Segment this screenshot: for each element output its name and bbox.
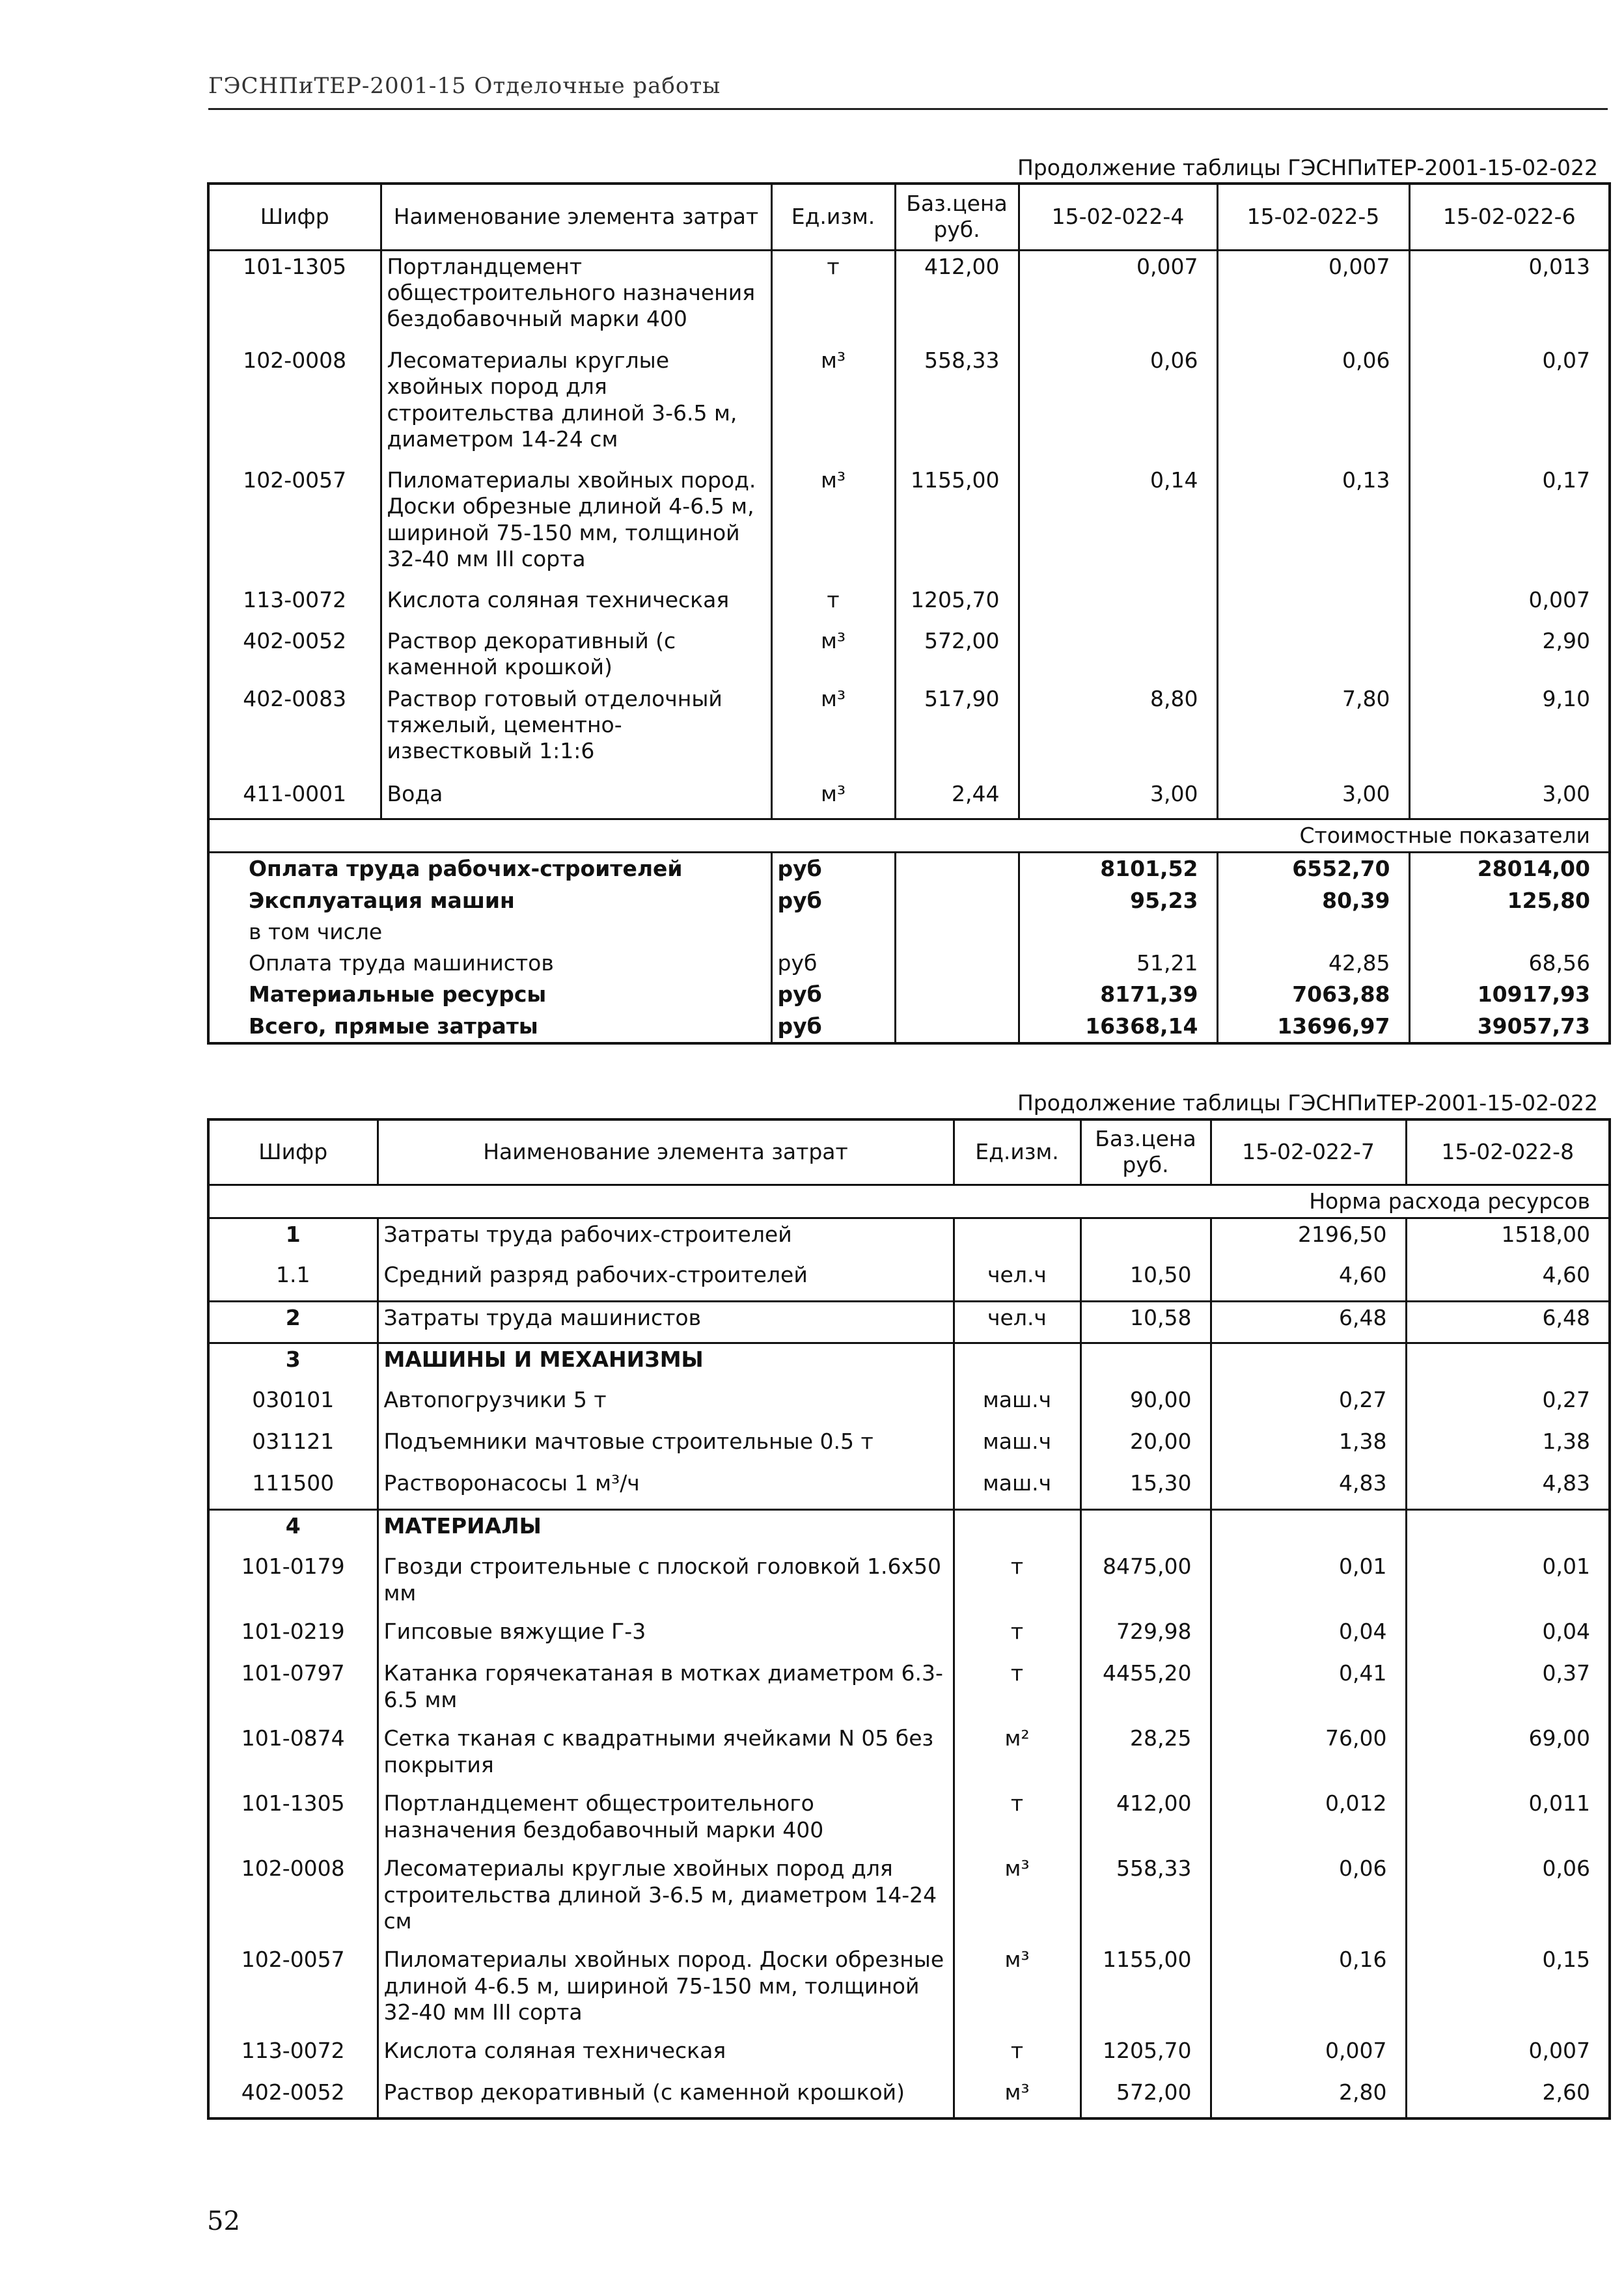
row-price: 1155,00 (1080, 1944, 1211, 2035)
row-unit (954, 1218, 1080, 1259)
table1-section-row (208, 819, 1610, 853)
empty-cell (895, 948, 1019, 979)
row-value: 0,04 (1211, 1616, 1406, 1658)
row-value: 0,37 (1406, 1658, 1610, 1723)
total-value: 10917,93 (1409, 979, 1610, 1010)
table-row (208, 465, 1610, 584)
table-row (208, 1658, 1610, 1723)
row-value: 0,16 (1211, 1944, 1406, 2035)
row-name: Автопогрузчики 5 т (378, 1384, 954, 1426)
total-value: 125,80 (1409, 885, 1610, 916)
row-code: 101-0219 (208, 1616, 378, 1658)
row-value: 0,17 (1409, 465, 1610, 584)
row-value: 1518,00 (1406, 1218, 1610, 1259)
row-price: 20,00 (1080, 1426, 1211, 1468)
row-value: 0,06 (1217, 345, 1409, 465)
table2-header-row (208, 1119, 1610, 1185)
table-row (208, 683, 1610, 778)
row-value: 0,15 (1406, 1944, 1610, 2035)
row-value: 0,01 (1211, 1551, 1406, 1616)
table1 (207, 182, 1611, 1045)
row-name: Лесоматериалы круглые хвойных пород для строительства длиной 3-6.5 м, диаметром 14-24 см (381, 345, 771, 465)
row-value: 0,007 (1406, 2035, 1610, 2077)
total-value (1409, 916, 1610, 948)
row-name: Пиломатериалы хвойных пород. Доски обрезные длиной 4-6.5 м, шириной 75-150 мм, толщиной 32-40 мм III сорта (381, 465, 771, 584)
total-value: 51,21 (1019, 948, 1217, 979)
row-price: 10,50 (1080, 1259, 1211, 1301)
total-value: 39057,73 (1409, 1011, 1610, 1043)
row-value (1019, 584, 1217, 625)
row-price (1080, 1218, 1211, 1259)
row-value: 0,007 (1211, 2035, 1406, 2077)
row-code: 102-0008 (208, 345, 381, 465)
row-unit: маш.ч (954, 1384, 1080, 1426)
row-value: 0,27 (1406, 1384, 1610, 1426)
total-value: 68,56 (1409, 948, 1610, 979)
total-value (1217, 916, 1409, 948)
table-row (208, 1301, 1610, 1343)
total-unit: руб (771, 1011, 895, 1043)
row-name: Средний разряд рабочих-строителей (378, 1259, 954, 1301)
total-name: Оплата труда машинистов (208, 948, 771, 979)
total-name: Оплата труда рабочих-строителей (208, 853, 771, 885)
row-name: МАТЕРИАЛЫ (378, 1509, 954, 1551)
table-row (208, 1853, 1610, 1944)
table-row (208, 1788, 1610, 1853)
page-number: 52 (207, 2206, 240, 2236)
row-code: 101-0797 (208, 1658, 378, 1723)
row-code: 101-0874 (208, 1723, 378, 1788)
total-name: Эксплуатация машин (208, 885, 771, 916)
table-row (208, 1343, 1610, 1384)
row-name: МАШИНЫ И МЕХАНИЗМЫ (378, 1343, 954, 1384)
row-value: 2,90 (1409, 625, 1610, 683)
row-code: 402-0052 (208, 2077, 378, 2118)
total-unit (771, 916, 895, 948)
row-name: Пиломатериалы хвойных пород. Доски обрезные длиной 4-6.5 м, шириной 75-150 мм, толщиной 32-40 мм III сорта (378, 1944, 954, 2035)
empty-cell (895, 885, 1019, 916)
row-price (1080, 1509, 1211, 1551)
row-price: 572,00 (895, 625, 1019, 683)
row-value: 2196,50 (1211, 1218, 1406, 1259)
row-value: 4,83 (1211, 1468, 1406, 1509)
row-code: 113-0072 (208, 2035, 378, 2077)
empty-cell (895, 979, 1019, 1010)
col-header-v2: 15-02-022-8 (1406, 1119, 1610, 1185)
col-header-v1: 15-02-022-4 (1019, 184, 1217, 250)
row-value: 4,60 (1406, 1259, 1610, 1301)
total-unit: руб (771, 885, 895, 916)
col-header-code: Шифр (208, 184, 381, 250)
row-price: 28,25 (1080, 1723, 1211, 1788)
table2-caption: Продолжение таблицы ГЭСНПиТЕР-2001-15-02-022 (1017, 1090, 1598, 1116)
row-price: 729,98 (1080, 1616, 1211, 1658)
total-name: в том числе (208, 916, 771, 948)
row-unit: т (954, 2035, 1080, 2077)
row-value: 0,011 (1406, 1788, 1610, 1853)
table-row (208, 1259, 1610, 1301)
total-value: 13696,97 (1217, 1011, 1409, 1043)
table-row (208, 1551, 1610, 1616)
row-value: 0,14 (1019, 465, 1217, 584)
row-price: 412,00 (895, 250, 1019, 345)
row-code: 101-1305 (208, 1788, 378, 1853)
total-value: 7063,88 (1217, 979, 1409, 1010)
total-row (208, 853, 1610, 885)
table-row (208, 778, 1610, 819)
row-price: 558,33 (1080, 1853, 1211, 1944)
table-row (208, 584, 1610, 625)
table-row (208, 1384, 1610, 1426)
row-value: 69,00 (1406, 1723, 1610, 1788)
row-unit: т (954, 1788, 1080, 1853)
col-header-price: Баз.цена руб. (895, 184, 1019, 250)
row-name: Раствор декоративный (с каменной крошкой) (381, 625, 771, 683)
table1-header-row (208, 184, 1610, 250)
row-value: 0,007 (1217, 250, 1409, 345)
col-header-name: Наименование элемента затрат (381, 184, 771, 250)
col-header-unit: Ед.изм. (954, 1119, 1080, 1185)
row-unit: м³ (771, 683, 895, 778)
row-value: 0,01 (1406, 1551, 1610, 1616)
table-row (208, 625, 1610, 683)
row-unit: маш.ч (954, 1468, 1080, 1509)
row-value: 4,83 (1406, 1468, 1610, 1509)
row-price: 4455,20 (1080, 1658, 1211, 1723)
row-value: 6,48 (1406, 1301, 1610, 1343)
col-header-v1: 15-02-022-7 (1211, 1119, 1406, 1185)
row-code: 102-0057 (208, 465, 381, 584)
row-price: 8475,00 (1080, 1551, 1211, 1616)
table-row (208, 1468, 1610, 1509)
total-value (1019, 916, 1217, 948)
total-row (208, 948, 1610, 979)
row-code: 402-0052 (208, 625, 381, 683)
row-unit: т (954, 1616, 1080, 1658)
row-value: 0,013 (1409, 250, 1610, 345)
col-header-v3: 15-02-022-6 (1409, 184, 1610, 250)
row-unit: маш.ч (954, 1426, 1080, 1468)
row-value: 0,27 (1211, 1384, 1406, 1426)
row-value: 0,06 (1211, 1853, 1406, 1944)
row-name: Кислота соляная техническая (378, 2035, 954, 2077)
row-value: 8,80 (1019, 683, 1217, 778)
row-value: 0,007 (1409, 584, 1610, 625)
col-header-code: Шифр (208, 1119, 378, 1185)
table-row (208, 250, 1610, 345)
table1-caption: Продолжение таблицы ГЭСНПиТЕР-2001-15-02-022 (1017, 155, 1598, 180)
row-code: 113-0072 (208, 584, 381, 625)
empty-cell (895, 1011, 1019, 1043)
row-unit: м³ (954, 1944, 1080, 2035)
total-unit: руб (771, 948, 895, 979)
total-value: 6552,70 (1217, 853, 1409, 885)
col-header-name: Наименование элемента затрат (378, 1119, 954, 1185)
row-name: Катанка горячекатаная в мотках диаметром 6.3-6.5 мм (378, 1658, 954, 1723)
row-value: 0,13 (1217, 465, 1409, 584)
total-value: 8101,52 (1019, 853, 1217, 885)
total-value: 16368,14 (1019, 1011, 1217, 1043)
row-value: 0,06 (1406, 1853, 1610, 1944)
row-code: 1 (208, 1218, 378, 1259)
row-value: 0,012 (1211, 1788, 1406, 1853)
row-value: 76,00 (1211, 1723, 1406, 1788)
total-value: 42,85 (1217, 948, 1409, 979)
table-row (208, 1723, 1610, 1788)
total-value: 80,39 (1217, 885, 1409, 916)
row-price: 10,58 (1080, 1301, 1211, 1343)
row-name: Вода (381, 778, 771, 819)
row-value: 1,38 (1406, 1426, 1610, 1468)
row-unit: т (954, 1658, 1080, 1723)
row-unit: м³ (954, 1853, 1080, 1944)
row-value (1217, 584, 1409, 625)
row-code: 102-0008 (208, 1853, 378, 1944)
table-row (208, 1616, 1610, 1658)
row-code: 111500 (208, 1468, 378, 1509)
row-value: 3,00 (1019, 778, 1217, 819)
col-header-v2: 15-02-022-5 (1217, 184, 1409, 250)
row-value: 0,007 (1019, 250, 1217, 345)
row-value: 2,80 (1211, 2077, 1406, 2118)
row-unit: чел.ч (954, 1301, 1080, 1343)
empty-cell (895, 916, 1019, 948)
row-name: Подъемники мачтовые строительные 0.5 т (378, 1426, 954, 1468)
row-price: 2,44 (895, 778, 1019, 819)
total-row (208, 1011, 1610, 1043)
row-unit: чел.ч (954, 1259, 1080, 1301)
row-unit: м³ (771, 345, 895, 465)
row-unit: м² (954, 1723, 1080, 1788)
row-name: Кислота соляная техническая (381, 584, 771, 625)
row-price (1080, 1343, 1211, 1384)
table-row (208, 1509, 1610, 1551)
total-unit: руб (771, 853, 895, 885)
row-name: Портландцемент общестроительного назначения бездобавочный марки 400 (378, 1788, 954, 1853)
row-code: 101-1305 (208, 250, 381, 345)
row-unit: м³ (771, 625, 895, 683)
row-unit: м³ (771, 465, 895, 584)
row-value (1217, 625, 1409, 683)
row-unit: м³ (771, 778, 895, 819)
row-name: Портландцемент общестроительного назначения бездобавочный марки 400 (381, 250, 771, 345)
row-name: Гвозди строительные с плоской головкой 1.6x50 мм (378, 1551, 954, 1616)
total-name: Всего, прямые затраты (208, 1011, 771, 1043)
row-code: 101-0179 (208, 1551, 378, 1616)
page-header: ГЭСНПиТЕР-2001-15 Отделочные работы (208, 73, 721, 99)
table-row (208, 2035, 1610, 2077)
row-code: 031121 (208, 1426, 378, 1468)
row-name: Затраты труда рабочих-строителей (378, 1218, 954, 1259)
row-value (1211, 1343, 1406, 1384)
row-value: 0,06 (1019, 345, 1217, 465)
row-price: 412,00 (1080, 1788, 1211, 1853)
col-header-price: Баз.цена руб. (1080, 1119, 1211, 1185)
table-row (208, 1944, 1610, 2035)
row-unit (954, 1343, 1080, 1384)
row-value: 7,80 (1217, 683, 1409, 778)
row-value (1019, 625, 1217, 683)
row-value: 3,00 (1217, 778, 1409, 819)
row-price: 558,33 (895, 345, 1019, 465)
row-value (1406, 1343, 1610, 1384)
col-header-unit: Ед.изм. (771, 184, 895, 250)
row-price: 1155,00 (895, 465, 1019, 584)
row-name: Раствор декоративный (с каменной крошкой) (378, 2077, 954, 2118)
row-value: 3,00 (1409, 778, 1610, 819)
row-name: Лесоматериалы круглые хвойных пород для строительства длиной 3-6.5 м, диаметром 14-24 см (378, 1853, 954, 1944)
table-row (208, 345, 1610, 465)
row-name: Растворонасосы 1 м³/ч (378, 1468, 954, 1509)
row-unit: т (771, 584, 895, 625)
row-code: 402-0083 (208, 683, 381, 778)
section-label: Стоимостные показатели (208, 819, 1610, 853)
row-value: 4,60 (1211, 1259, 1406, 1301)
row-name: Гипсовые вяжущие Г-3 (378, 1616, 954, 1658)
row-name: Сетка тканая с квадратными ячейками N 05 без покрытия (378, 1723, 954, 1788)
table-row (208, 1426, 1610, 1468)
row-value: 0,04 (1406, 1616, 1610, 1658)
row-price: 1205,70 (895, 584, 1019, 625)
empty-cell (895, 853, 1019, 885)
table2 (207, 1118, 1611, 2120)
row-price: 1205,70 (1080, 2035, 1211, 2077)
row-code: 030101 (208, 1384, 378, 1426)
row-price: 90,00 (1080, 1384, 1211, 1426)
header-rule (208, 108, 1608, 110)
row-name: Затраты труда машинистов (378, 1301, 954, 1343)
row-code: 411-0001 (208, 778, 381, 819)
table-row (208, 2077, 1610, 2118)
row-unit: т (771, 250, 895, 345)
table2-section-row (208, 1185, 1610, 1218)
row-value: 0,07 (1409, 345, 1610, 465)
row-unit (954, 1509, 1080, 1551)
row-code: 2 (208, 1301, 378, 1343)
total-value: 95,23 (1019, 885, 1217, 916)
total-row (208, 979, 1610, 1010)
total-unit: руб (771, 979, 895, 1010)
row-code: 4 (208, 1509, 378, 1551)
total-name: Материальные ресурсы (208, 979, 771, 1010)
total-row (208, 885, 1610, 916)
total-value: 8171,39 (1019, 979, 1217, 1010)
row-code: 102-0057 (208, 1944, 378, 2035)
row-value: 1,38 (1211, 1426, 1406, 1468)
row-price: 15,30 (1080, 1468, 1211, 1509)
row-value: 9,10 (1409, 683, 1610, 778)
row-price: 517,90 (895, 683, 1019, 778)
table-row (208, 1218, 1610, 1259)
row-value: 2,60 (1406, 2077, 1610, 2118)
row-name: Раствор готовый отделочный тяжелый, цементно-известковый 1:1:6 (381, 683, 771, 778)
row-value (1406, 1509, 1610, 1551)
row-price: 572,00 (1080, 2077, 1211, 2118)
row-unit: м³ (954, 2077, 1080, 2118)
row-code: 1.1 (208, 1259, 378, 1301)
row-code: 3 (208, 1343, 378, 1384)
row-value: 0,41 (1211, 1658, 1406, 1723)
row-value (1211, 1509, 1406, 1551)
total-value: 28014,00 (1409, 853, 1610, 885)
row-unit: т (954, 1551, 1080, 1616)
section-label: Норма расхода ресурсов (208, 1185, 1610, 1218)
row-value: 6,48 (1211, 1301, 1406, 1343)
total-row (208, 916, 1610, 948)
